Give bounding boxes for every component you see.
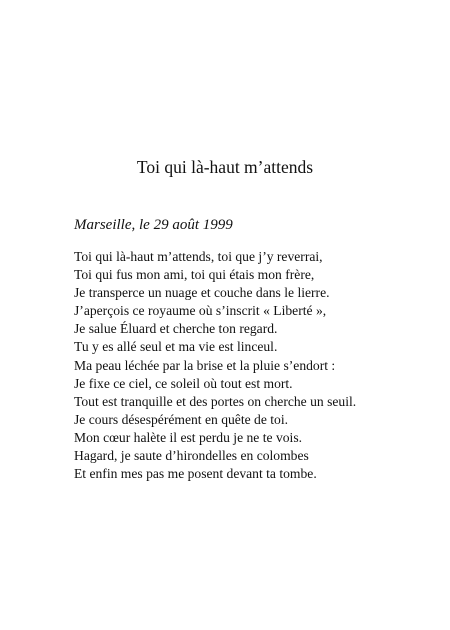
poem-title: Toi qui là-haut m’attends (136, 157, 314, 177)
poem-verse: Toi qui fus mon ami, toi qui étais mon frère, (74, 267, 315, 283)
poem-verse: Et enfin mes pas me posent devant ta tombe. (74, 466, 317, 482)
poem-dateline: Marseille, le 29 août 1999 (74, 217, 233, 233)
poem-verse: Tout est tranquille et des portes on cherche un seuil. (74, 393, 357, 409)
poem-verse: Mon cœur halète il est perdu je ne te vois. (74, 429, 303, 445)
poem-verse: Je salue Éluard et cherche ton regard. (74, 321, 278, 337)
poem-verse: Toi qui là-haut m’attends, toi que j’y reverrai, (74, 249, 323, 264)
poem-verse: J’aperçois ce royaume où s’inscrit « Liberté », (74, 303, 327, 319)
poem-verse: Je fixe ce ciel, ce soleil où tout est mort. (74, 375, 293, 391)
poem-verse: Ma peau léchée par la brise et la pluie s’endort : (74, 357, 336, 373)
poem-verse: Je cours désespérément en quête de toi. (74, 411, 289, 427)
poem-body (74, 248, 434, 483)
poem-verse: Tu y es allé seul et ma vie est linceul. (74, 339, 278, 355)
poem-verse: Je transperce un nuage et couche dans le lierre. (74, 285, 330, 301)
poem-verse: Hagard, je saute d’hirondelles en colombes (74, 448, 309, 464)
